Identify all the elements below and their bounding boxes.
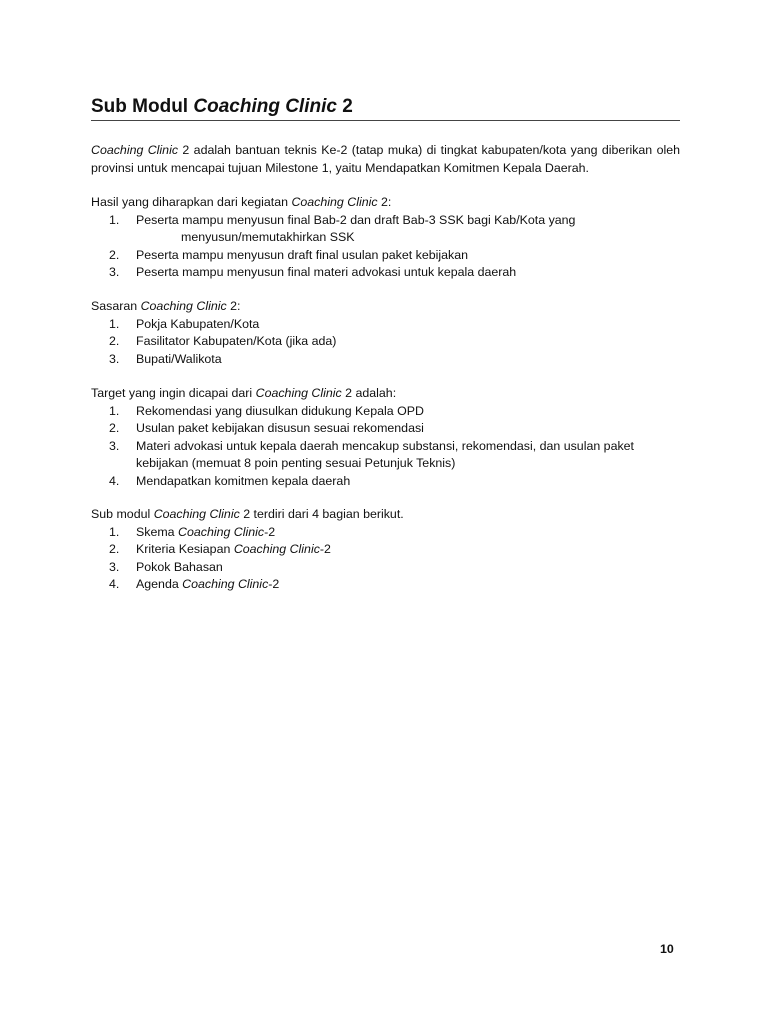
list-item-text: Materi advokasi untuk kepala daerah mencakup substansi, rekomendasi, dan usulan paket (136, 438, 634, 453)
list-item-text: Usulan paket kebijakan disusun sesuai rekomendasi (136, 421, 424, 435)
section-heading (91, 298, 680, 316)
list-item (91, 541, 680, 559)
list-item-text: kebijakan (memuat 8 poin penting sesuai Petunjuk Teknis) (136, 456, 456, 470)
heading-text: Coaching Clinic (255, 386, 342, 400)
list-number: 1. (109, 524, 120, 539)
list-item-text: Fasilitator Kabupaten/Kota (jika ada) (136, 334, 337, 348)
title-italic: Coaching Clinic (193, 96, 337, 117)
section-goals (91, 385, 680, 490)
heading-text: 2: (226, 299, 241, 313)
numbered-list (91, 212, 680, 282)
list-item (91, 438, 680, 473)
list-item-text: Rekomendasi yang diusulkan didukung Kepala OPD (136, 403, 424, 418)
heading-text: 2 terdiri dari 4 bagian berikut. (239, 507, 404, 521)
section-expected-results (91, 194, 680, 282)
list-number: 1. (109, 403, 120, 418)
list-item-run: Coaching Clinic (182, 577, 269, 591)
heading-text: 2: (377, 195, 392, 209)
heading-text: Target yang ingin dicapai dari (91, 386, 256, 400)
list-number: 2. (109, 334, 120, 348)
list-item (91, 524, 680, 542)
list-item (91, 264, 680, 282)
section-heading (91, 385, 680, 403)
list-item-text: Peserta mampu menyusun final Bab-2 dan draft Bab-3 SSK bagi Kab/Kota yang (136, 212, 576, 227)
list-item-run: Coaching Clinic (233, 542, 320, 556)
list-item (91, 559, 680, 577)
heading-text: 2 adalah: (341, 386, 397, 400)
list-item (91, 403, 680, 421)
list-number: 1. (109, 212, 120, 227)
list-item (91, 420, 680, 438)
list-item-text: Peserta mampu menyusun final materi advokasi untuk kepala daerah (136, 265, 517, 279)
heading-text: Sasaran (91, 299, 141, 313)
list-item-text: Pokja Kabupaten/Kota (136, 316, 260, 331)
list-item-text (136, 524, 680, 542)
list-number: 4. (109, 473, 120, 488)
list-item (91, 212, 680, 247)
list-item-run: Coaching Clinic (178, 524, 265, 539)
list-item-text (136, 541, 680, 559)
list-number: 2. (109, 421, 120, 435)
list-item-run: -2 (264, 524, 276, 539)
list-item (91, 333, 680, 351)
list-item-run: -2 (268, 577, 280, 591)
list-item-text: Mendapatkan komitmen kepala daerah (136, 473, 351, 488)
intro-paragraph (91, 142, 680, 177)
list-item-run: -2 (319, 542, 331, 556)
list-number: 4. (109, 577, 120, 591)
list-item (91, 316, 680, 334)
list-number: 3. (109, 265, 120, 279)
list-item-text: Bupati/Walikota (136, 351, 222, 366)
list-item (91, 247, 680, 265)
heading-text: Coaching Clinic (291, 195, 378, 209)
list-item-run: Pokok Bahasan (136, 559, 223, 574)
numbered-list (91, 403, 680, 491)
list-item (91, 473, 680, 491)
section-heading (91, 506, 680, 524)
list-item-run: Kriteria Kesiapan (136, 542, 234, 556)
list-number: 2. (109, 247, 120, 262)
numbered-list (91, 316, 680, 369)
heading-text: Sub modul (91, 507, 154, 521)
list-number: 2. (109, 542, 120, 556)
section-targets (91, 298, 680, 368)
list-number: 3. (109, 559, 120, 574)
title-suffix: 2 (336, 96, 353, 117)
heading-text: Coaching Clinic (140, 299, 227, 313)
intro-text: Coaching Clinic (91, 143, 179, 157)
section-heading (91, 194, 680, 212)
intro-text: 2 adalah bantuan teknis Ke-2 (tatap muka) di tingkat kabupaten/kota yang diberikan oleh provinsi untuk mencapai tujuan Milestone 1, yaitu Mendapatkan Komitmen Kepala Daerah. (91, 143, 680, 175)
list-item-run: Agenda (136, 577, 183, 591)
page-title (91, 94, 680, 121)
list-item-text (136, 576, 680, 594)
list-item-text (136, 559, 680, 577)
list-number: 3. (109, 351, 120, 366)
list-item-text: menyusun/memutakhirkan SSK (181, 230, 355, 244)
section-submodule-parts (91, 506, 680, 594)
heading-text: Hasil yang diharapkan dari kegiatan (91, 195, 292, 209)
list-item-run: Skema (136, 524, 179, 539)
list-item (91, 351, 680, 369)
list-item (91, 576, 680, 594)
list-number: 1. (109, 316, 120, 331)
numbered-list (91, 524, 680, 594)
page-number: 10 (660, 942, 674, 956)
title-prefix: Sub Modul (91, 96, 194, 117)
list-number: 3. (109, 438, 120, 453)
heading-text: Coaching Clinic (153, 507, 240, 521)
list-item-text: Peserta mampu menyusun draft final usulan paket kebijakan (136, 247, 468, 262)
